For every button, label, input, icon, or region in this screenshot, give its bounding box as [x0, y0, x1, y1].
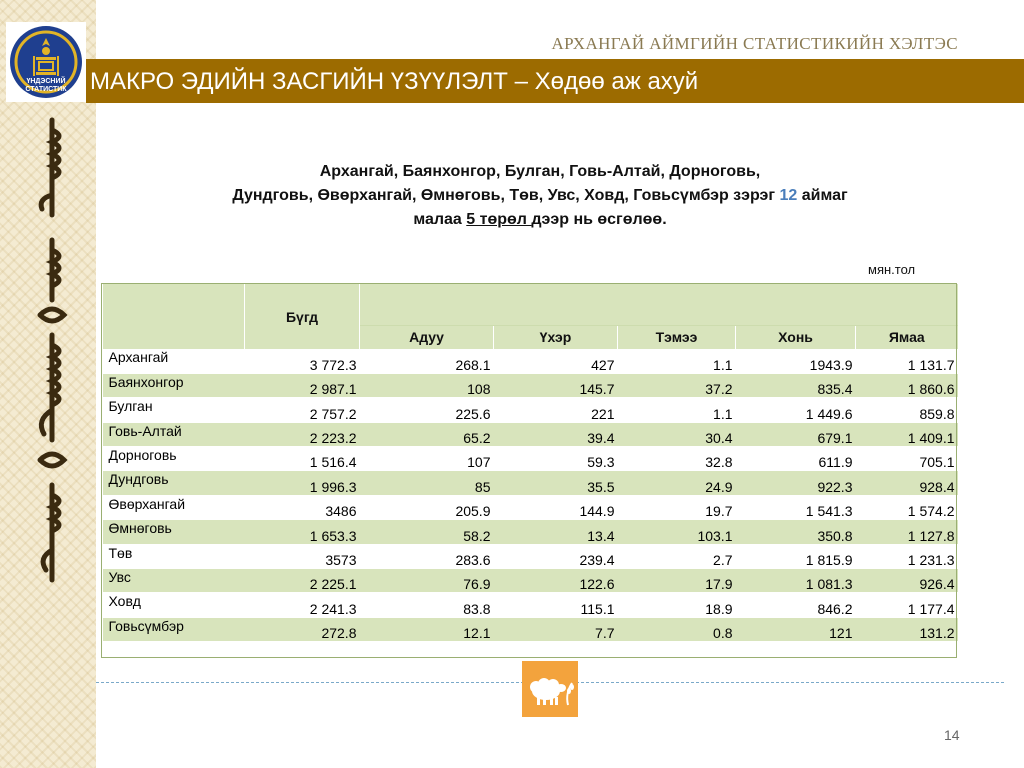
value-cell: 926.4 [856, 569, 958, 593]
value-cell: 611.9 [736, 447, 856, 471]
total-cell: 1 996.3 [245, 471, 360, 495]
value-cell: 145.7 [494, 373, 618, 397]
value-cell: 1 541.3 [736, 495, 856, 519]
region-name: Төв [103, 544, 245, 568]
region-name: Булган [103, 398, 245, 422]
value-cell: 121 [736, 617, 856, 641]
value-cell: 19.7 [618, 495, 736, 519]
value-cell: 1.1 [618, 398, 736, 422]
region-name: Говь-Алтай [103, 422, 245, 446]
value-cell: 58.2 [360, 520, 494, 544]
table-row [103, 373, 958, 397]
headline-line2-prefix: Дундговь, Өвөрхангай, Өмнөговь, Төв, Увс, Ховд, Говьсүмбэр зэрэг [232, 187, 780, 204]
value-cell: 705.1 [856, 447, 958, 471]
total-cell: 3 772.3 [245, 349, 360, 373]
region-name: Баянхонгор [103, 373, 245, 397]
logo-text-line1: ҮНДЭСНИЙ [26, 78, 66, 85]
headline-line2 [120, 184, 960, 208]
table-row [103, 422, 958, 446]
total-cell: 2 757.2 [245, 398, 360, 422]
value-cell: 131.2 [856, 617, 958, 641]
value-cell: 7.7 [494, 617, 618, 641]
value-cell: 59.3 [494, 447, 618, 471]
organization-name: АРХАНГАЙ АЙМГИЙН СТАТИСТИКИЙН ХЭЛТЭС [551, 34, 958, 53]
header-group-cell [360, 284, 958, 325]
header-total: Бүгд [245, 284, 360, 349]
column-header: Ямаа [856, 325, 958, 349]
table-row [103, 544, 958, 568]
mongolian-script-decoration-icon [22, 110, 82, 610]
total-cell: 3486 [245, 495, 360, 519]
value-cell: 0.8 [618, 617, 736, 641]
value-cell: 12.1 [360, 617, 494, 641]
value-cell: 205.9 [360, 495, 494, 519]
value-cell: 65.2 [360, 422, 494, 446]
value-cell: 18.9 [618, 593, 736, 617]
total-cell: 1 653.3 [245, 520, 360, 544]
value-cell: 859.8 [856, 398, 958, 422]
value-cell: 32.8 [618, 447, 736, 471]
region-name: Дундговь [103, 471, 245, 495]
value-cell: 13.4 [494, 520, 618, 544]
aimag-count: 12 [779, 187, 798, 204]
value-cell: 268.1 [360, 349, 494, 373]
region-name: Архангай [103, 349, 245, 373]
value-cell: 1 231.3 [856, 544, 958, 568]
region-name: Увс [103, 569, 245, 593]
column-header: Үхэр [494, 325, 618, 349]
value-cell: 239.4 [494, 544, 618, 568]
table-row [103, 447, 958, 471]
value-cell: 1 081.3 [736, 569, 856, 593]
total-cell: 2 987.1 [245, 373, 360, 397]
value-cell: 225.6 [360, 398, 494, 422]
value-cell: 350.8 [736, 520, 856, 544]
total-cell: 3573 [245, 544, 360, 568]
column-header: Адуу [360, 325, 494, 349]
value-cell: 1 574.2 [856, 495, 958, 519]
table-row [103, 593, 958, 617]
value-cell: 2.7 [618, 544, 736, 568]
sheep-icon [522, 661, 578, 717]
total-cell: 272.8 [245, 617, 360, 641]
value-cell: 108 [360, 373, 494, 397]
slide-title: МАКРО ЭДИЙН ЗАСГИЙН ҮЗҮҮЛЭЛТ – Хөдөө аж ахуй [90, 68, 699, 95]
total-cell: 2 223.2 [245, 422, 360, 446]
value-cell: 1 177.4 [856, 593, 958, 617]
region-name: Говьсүмбэр [103, 617, 245, 641]
table-row [103, 495, 958, 519]
value-cell: 35.5 [494, 471, 618, 495]
value-cell: 1 409.1 [856, 422, 958, 446]
value-cell: 122.6 [494, 569, 618, 593]
region-name: Дорноговь [103, 447, 245, 471]
decorative-sidebar [0, 0, 96, 768]
value-cell: 1 127.8 [856, 520, 958, 544]
value-cell: 1 815.9 [736, 544, 856, 568]
total-cell: 1 516.4 [245, 447, 360, 471]
value-cell: 1 860.6 [856, 373, 958, 397]
total-cell: 2 241.3 [245, 593, 360, 617]
table-row [103, 349, 958, 373]
value-cell: 427 [494, 349, 618, 373]
value-cell: 221 [494, 398, 618, 422]
logo [6, 22, 86, 102]
logo-text-line2: СТАТИСТИК [25, 86, 67, 93]
table-row [103, 569, 958, 593]
value-cell: 17.9 [618, 569, 736, 593]
value-cell: 283.6 [360, 544, 494, 568]
value-cell: 103.1 [618, 520, 736, 544]
headline-line3-suffix: дээр нь өсгөлөө. [531, 211, 667, 228]
unit-label: мян.тол [868, 262, 916, 277]
sheep-tile [522, 661, 578, 717]
value-cell: 835.4 [736, 373, 856, 397]
table-row [103, 520, 958, 544]
headline-line3-prefix: малаа [413, 211, 467, 228]
headline-line2-suffix: аймаг [797, 187, 848, 204]
value-cell: 30.4 [618, 422, 736, 446]
value-cell: 107 [360, 447, 494, 471]
headline-line1: Архангай, Баянхонгор, Булган, Говь-Алтай, Дорноговь, [319, 163, 761, 180]
column-header: Хонь [736, 325, 856, 349]
headline-line3 [120, 208, 960, 232]
value-cell: 39.4 [494, 422, 618, 446]
value-cell: 24.9 [618, 471, 736, 495]
value-cell: 76.9 [360, 569, 494, 593]
livestock-types-count: 5 төрөл [466, 211, 532, 228]
total-cell: 2 225.1 [245, 569, 360, 593]
table-row [103, 398, 958, 422]
value-cell: 144.9 [494, 495, 618, 519]
title-bar [86, 59, 1024, 103]
value-cell: 83.8 [360, 593, 494, 617]
value-cell: 846.2 [736, 593, 856, 617]
value-cell: 85 [360, 471, 494, 495]
value-cell: 922.3 [736, 471, 856, 495]
livestock-table [102, 284, 958, 642]
region-name: Өмнөговь [103, 520, 245, 544]
table-row [103, 471, 958, 495]
headline [120, 160, 960, 232]
header-region-cell [103, 284, 245, 349]
value-cell: 1943.9 [736, 349, 856, 373]
value-cell: 679.1 [736, 422, 856, 446]
region-name: Ховд [103, 593, 245, 617]
column-header: Тэмээ [618, 325, 736, 349]
value-cell: 928.4 [856, 471, 958, 495]
value-cell: 37.2 [618, 373, 736, 397]
value-cell: 1 449.6 [736, 398, 856, 422]
value-cell: 1 131.7 [856, 349, 958, 373]
value-cell: 1.1 [618, 349, 736, 373]
page-number: 14 [944, 727, 960, 743]
region-name: Өвөрхангай [103, 495, 245, 519]
table-row [103, 617, 958, 641]
value-cell: 115.1 [494, 593, 618, 617]
